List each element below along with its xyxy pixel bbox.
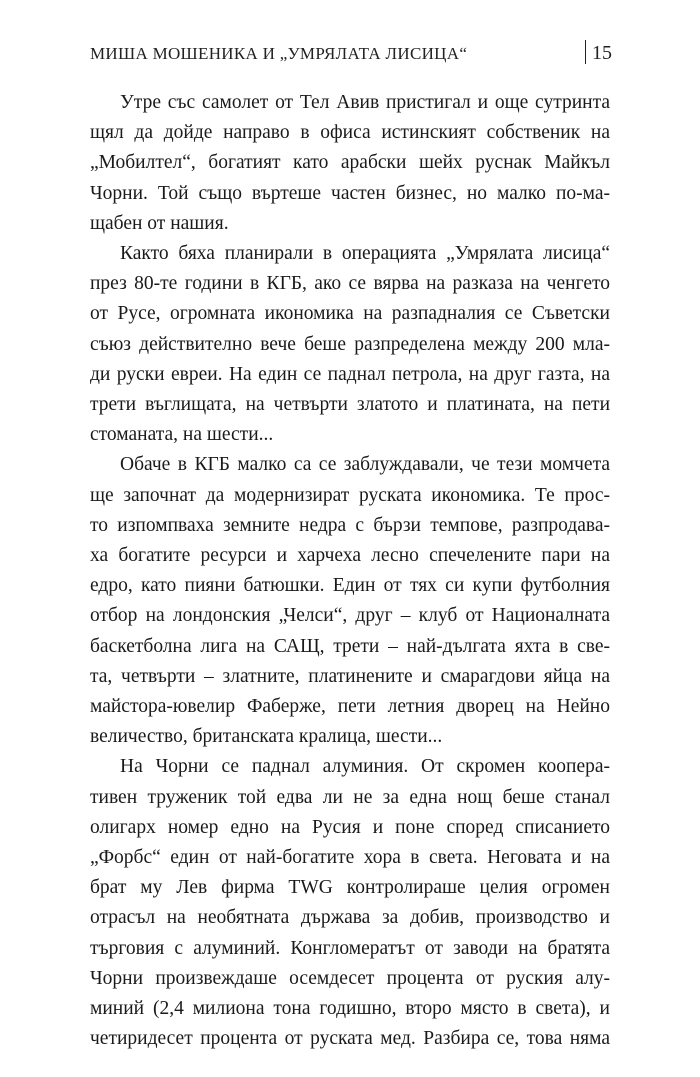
page-number bbox=[585, 40, 612, 65]
text-line: Чорни произвеждаше осемдесет процента от руския алу- bbox=[90, 967, 610, 989]
text-line: та, четвърти – златните, платинените и смарагдови яйца на bbox=[90, 665, 610, 687]
text-line: Както бяха планирали в операцията „Умрялата лисица“ bbox=[120, 243, 610, 265]
text-line: отбор на лондонския „Челси“, друг – клуб от Националната bbox=[90, 605, 610, 627]
text-line: ха богатите ресурси и харчеха лесно спечелените пари на bbox=[90, 545, 610, 567]
paragraph bbox=[90, 450, 610, 752]
text-line: Утре със самолет от Тел Авив пристигал и още сутринта bbox=[120, 92, 610, 113]
text-line: то изпомпваха земните недра с бързи темпове, разпродава- bbox=[90, 514, 610, 536]
text-line: олигарх номер едно на Русия и поне според списанието bbox=[90, 816, 610, 838]
text-line: през 80-те години в КГБ, ако се вярва на разказа на ченгето bbox=[90, 273, 610, 295]
text-line: от Русе, огромната икономика на разпадналия се Съветски bbox=[90, 303, 610, 325]
text-line: съюз действително вече беше разпределена между 200 мла- bbox=[90, 333, 610, 355]
text-line: търговия с алуминий. Конгломератът от заводи на братята bbox=[90, 937, 610, 959]
text-line: Чорни. Той също въртеше частен бизнес, но малко по-ма- bbox=[90, 182, 610, 204]
text-line: майстора-ювелир Фаберже, пети летния дворец на Нейно bbox=[90, 696, 610, 718]
text-line: миний (2,4 милиона тона годишно, второ място в света), и bbox=[90, 998, 610, 1020]
text-line: трети въглищата, на четвърти златото и платината, на пети bbox=[90, 394, 610, 416]
text-line: четиридесет процента от руската мед. Разбира се, това няма bbox=[90, 1028, 610, 1050]
page-number-value: 15 bbox=[592, 42, 612, 64]
text-line: щял да дойде направо в офиса истинският собственик на bbox=[90, 122, 610, 144]
folio-divider bbox=[585, 40, 586, 64]
text-line: тивен труженик той едва ли не за една нощ беше станал bbox=[90, 786, 610, 808]
text-line: Обаче в КГБ малко са се заблуждавали, че тези момчета bbox=[120, 454, 610, 476]
text-line: „Форбс“ един от най-богатите хора в света. Неговата и на bbox=[90, 847, 610, 869]
text-line: На Чорни се паднал алуминия. От скромен коопера- bbox=[120, 756, 610, 778]
text-line: ди руски евреи. На един се паднал петрола, на друг газта, на bbox=[90, 363, 610, 385]
paragraph bbox=[90, 239, 610, 450]
text-line: щабен от нашия. bbox=[90, 212, 229, 234]
body-text bbox=[90, 88, 610, 1055]
paragraph bbox=[90, 88, 610, 239]
text-line: отрасъл на необятната държава за добив, производство и bbox=[90, 907, 610, 929]
text-line: стоманата, на шести... bbox=[90, 424, 274, 446]
text-line: брат му Лев фирма TWG контролираше целия огромен bbox=[90, 877, 610, 899]
text-line: едро, като пияни батюшки. Един от тях си купи футболния bbox=[90, 575, 610, 597]
paragraph bbox=[90, 752, 610, 1054]
text-line: ще започнат да модернизират руската икономика. Те прос- bbox=[90, 484, 610, 506]
text-line: величество, британската кралица, шести... bbox=[90, 726, 443, 748]
running-head-title: МИША МОШЕНИКА И „УМРЯЛАТА ЛИСИЦА“ bbox=[90, 44, 468, 63]
text-line: „Мобилтел“, богатият като арабски шейх руснак Майкъл bbox=[90, 152, 610, 174]
text-line: баскетболна лига на САЩ, трети – най-дългата яхта в све- bbox=[90, 635, 610, 657]
